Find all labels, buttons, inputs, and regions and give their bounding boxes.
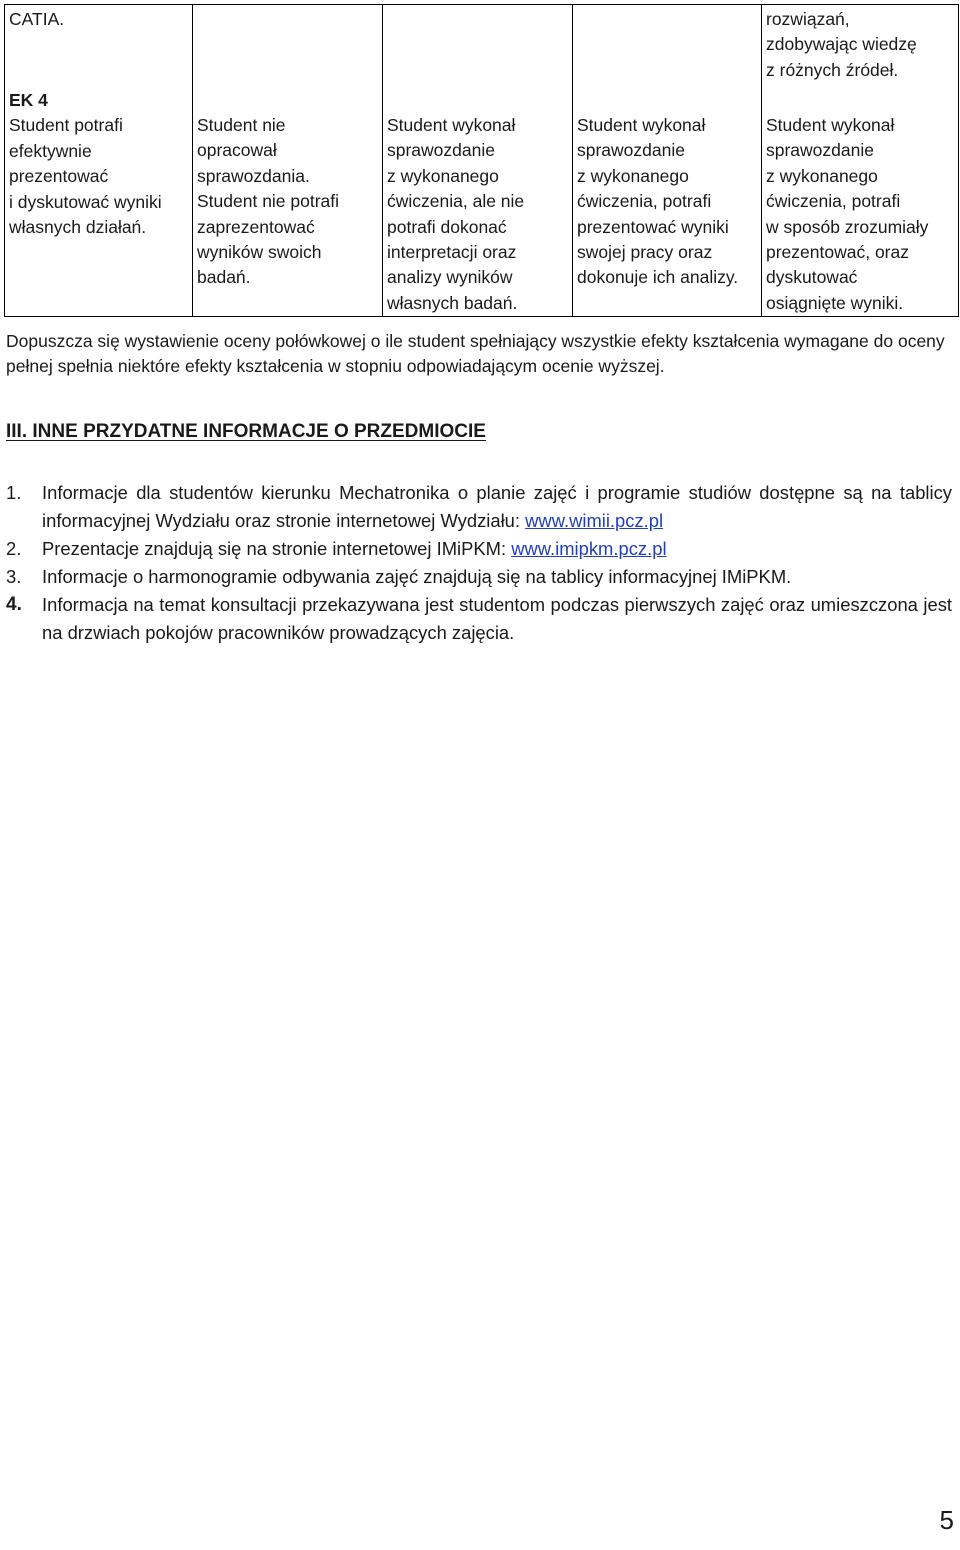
- cell-line: efektywnie: [9, 140, 92, 161]
- cell-line: Student nie: [197, 115, 286, 135]
- cell-line: własnych badań.: [387, 292, 518, 313]
- cell-line: z różnych źródeł.: [766, 59, 899, 80]
- list-item-text: Prezentacje znajdują się na stronie internetowej IMiPKM:: [42, 538, 512, 559]
- list-item-text: Informacje o harmonogramie odbywania zajęć znajdują się na tablicy informacyjnej IMiPKM.: [42, 566, 792, 587]
- cell-line: z wykonanego: [577, 165, 689, 186]
- cell-line: ćwiczenia, potrafi: [766, 191, 901, 212]
- cell-line: w sposób zrozumiały: [766, 216, 929, 237]
- grading-note: Dopuszcza się wystawienie oceny połówkowej o ile student spełniający wszystkie efekty kształcenia wymagane do oceny pełnej spełnia niektóre efekty kształcenia w stopniu odpowiadającym ocenie wyższej.: [6, 331, 945, 377]
- list-item-text: Informacja na temat konsultacji przekazywana jest studentom podczas pierwszych zajęć oraz umieszczona jest na drzwiach pokojów pracowników prowadzących zajęcia.: [42, 594, 952, 643]
- cell-line: sprawozdanie: [577, 140, 685, 161]
- cell-line: dyskutować: [766, 267, 858, 288]
- cell-line: prezentować, oraz: [766, 242, 909, 263]
- cell-line: z wykonanego: [387, 165, 499, 186]
- cell-line: rozwiązań,: [766, 9, 850, 29]
- info-list: [6, 479, 952, 647]
- list-item: [6, 479, 952, 535]
- table-cell-grade-3: [383, 5, 573, 317]
- cell-line: wyników swoich: [197, 242, 322, 263]
- cell-line: prezentować: [9, 166, 109, 187]
- cell-line: analizy wyników: [387, 267, 513, 288]
- table-cell-grade-4: [573, 5, 762, 317]
- list-item: [6, 563, 952, 591]
- cell-line: dokonuje ich analizy.: [577, 267, 739, 288]
- cell-line: interpretacji oraz: [387, 242, 517, 263]
- table-cell-grade-5: [762, 5, 959, 317]
- list-item-text: Informacje dla studentów kierunku Mechatronika o planie zajęć i programie studiów dostępne są na tablicy informacyjnej Wydziału oraz stronie internetowej Wydziału:: [42, 482, 952, 531]
- table-cell-grade-2: [193, 5, 383, 317]
- cell-line: osiągnięte wyniki.: [766, 292, 904, 313]
- cell-top-text: CATIA.: [9, 9, 65, 29]
- faculty-website-link[interactable]: www.wimii.pcz.pl: [525, 510, 664, 531]
- cell-line: opracował: [197, 140, 277, 161]
- cell-line: Student wykonał: [387, 115, 516, 135]
- cell-line: własnych działań.: [9, 217, 147, 238]
- cell-line: potrafi dokonać: [387, 216, 507, 237]
- cell-line: prezentować wyniki: [577, 216, 729, 237]
- cell-line: zaprezentować: [197, 216, 315, 237]
- table-cell-effect: [5, 5, 193, 317]
- institute-website-link[interactable]: www.imipkm.pcz.pl: [511, 538, 667, 559]
- table-row: [5, 5, 959, 317]
- effect-code: EK 4: [9, 90, 48, 110]
- cell-line: i dyskutować wyniki: [9, 191, 162, 212]
- section-heading: III. INNE PRZYDATNE INFORMACJE O PRZEDMIOCIE: [6, 421, 486, 442]
- cell-line: z wykonanego: [766, 165, 878, 186]
- cell-line: ćwiczenia, potrafi: [577, 191, 712, 212]
- list-item: [6, 535, 952, 563]
- cell-line: Student potrafi: [9, 115, 123, 136]
- page-number: 5: [939, 1505, 954, 1535]
- cell-line: Student wykonał: [766, 115, 895, 135]
- list-item-number: 2.: [6, 538, 22, 559]
- cell-line: ćwiczenia, ale nie: [387, 191, 525, 212]
- list-item-number: 3.: [6, 566, 22, 587]
- cell-line: zdobywając wiedzę: [766, 34, 917, 55]
- list-item: [6, 591, 952, 647]
- cell-line: sprawozdanie: [766, 140, 874, 161]
- cell-line: sprawozdanie: [387, 140, 495, 161]
- cell-line: Student wykonał: [577, 115, 706, 135]
- cell-line: badań.: [197, 267, 251, 288]
- list-item-number: 4.: [6, 594, 22, 615]
- cell-line: Student nie potrafi: [197, 191, 340, 212]
- list-item-number: 1.: [6, 482, 22, 503]
- assessment-criteria-table: [4, 4, 959, 317]
- cell-line: sprawozdania.: [197, 165, 310, 186]
- cell-line: swojej pracy oraz: [577, 242, 713, 263]
